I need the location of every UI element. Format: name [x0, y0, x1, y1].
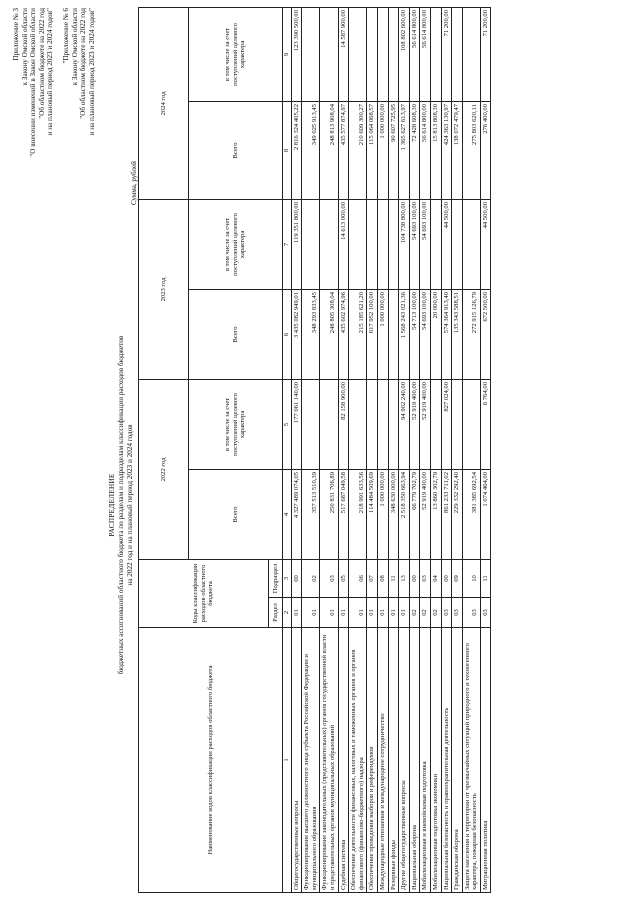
column-number: 7 — [283, 199, 292, 289]
table-row — [462, 7, 480, 892]
row-name: Защита населения и территории от чрезвычайных ситуаций природного и техногенного характера, пожарная безопасность — [462, 628, 480, 893]
row-amount — [320, 199, 338, 289]
row-amount: 357 513 510,39 — [302, 469, 320, 559]
table-row — [320, 7, 338, 892]
row-subsection-code: 03 — [420, 559, 431, 597]
table-row — [409, 7, 420, 892]
header-2023: 2023 год — [139, 199, 189, 379]
row-amount: 54 693 100,00 — [420, 289, 431, 379]
row-subsection-code: 07 — [367, 559, 378, 597]
row-subsection-code: 06 — [349, 559, 367, 597]
row-amount: 20 000,00 — [430, 289, 441, 379]
appendix-3-header — [12, 8, 55, 157]
row-amount: 56 614 800,00 — [409, 7, 420, 101]
appendix-3-line: "О внесении изменений в Закон Омской области — [29, 8, 38, 157]
appendix-6-line: и на плановый период 2023 и 2024 годов" — [87, 8, 96, 136]
table-row — [367, 7, 378, 892]
row-name: Функционирование высшего должностного лица субъекта Российской Федерации и муниципального образования — [302, 628, 320, 893]
row-amount: 861 233 711,02 — [441, 469, 452, 559]
header-codes: Коды классификации расходов областного бюджета — [139, 559, 269, 627]
column-number: 3 — [283, 559, 292, 597]
row-amount — [302, 379, 320, 469]
row-subsection-code: 08 — [377, 559, 388, 597]
row-amount: 276 400,00 — [480, 101, 491, 199]
appendix-6-line: "Об областном бюджете на 2022 год — [79, 8, 88, 119]
row-amount: 229 332 292,40 — [452, 469, 463, 559]
row-amount: 54 693 100,00 — [409, 199, 420, 289]
row-amount: 13 860 302,79 — [430, 469, 441, 559]
row-section-code: 02 — [420, 598, 431, 628]
row-amount — [388, 199, 399, 289]
header-section: Раздел — [269, 598, 283, 628]
row-amount: 210 609 300,27 — [349, 101, 367, 199]
row-amount: 138 072 479,47 — [452, 101, 463, 199]
row-amount: 215 185 621,20 — [349, 289, 367, 379]
row-amount: 114 484 509,69 — [367, 469, 378, 559]
column-number: 9 — [283, 7, 292, 101]
header-2022: 2022 год — [139, 379, 189, 559]
row-subsection-code: 11 — [480, 559, 491, 597]
row-section-code: 03 — [441, 598, 452, 628]
row-name: Мобилизационная и вневойсковая подготовка — [420, 628, 431, 893]
row-name: Другие общегосударственные вопросы — [399, 628, 410, 893]
row-amount: 272 915 126,79 — [462, 289, 480, 379]
row-amount: 71 200,00 — [480, 7, 491, 101]
row-amount: 177 061 140,00 — [291, 379, 302, 469]
row-section-code: 01 — [367, 598, 378, 628]
row-section-code: 01 — [399, 598, 410, 628]
row-section-code: 01 — [291, 598, 302, 628]
row-amount — [377, 7, 388, 101]
table-row — [441, 7, 452, 892]
row-amount: 827 024,00 — [441, 379, 452, 469]
row-subsection-code: 13 — [399, 559, 410, 597]
row-amount — [320, 379, 338, 469]
row-amount: 108 802 600,00 — [399, 7, 410, 101]
row-subsection-code: 11 — [388, 559, 399, 597]
table-row — [302, 7, 320, 892]
table-row — [377, 7, 388, 892]
row-amount: 1 365 627 613,97 — [399, 101, 410, 199]
row-subsection-code: 02 — [302, 559, 320, 597]
header-total: Всего — [189, 101, 283, 199]
row-name: Обеспечение проведения выборов и референдумов — [367, 628, 378, 893]
row-amount: 54 713 100,00 — [409, 289, 420, 379]
row-amount: 250 831 706,89 — [320, 469, 338, 559]
row-amount: 56 614 800,00 — [420, 7, 431, 101]
row-amount: 617 952 100,00 — [367, 289, 378, 379]
row-amount: 56 614 800,00 — [420, 101, 431, 199]
row-name: Функционирование законодательных (представительных) органов государственной власти и представительных органов муниципальных образований — [320, 628, 338, 893]
row-subsection-code: 00 — [409, 559, 420, 597]
row-amount: 435 577 874,97 — [338, 101, 349, 199]
row-name: Мобилизационная подготовка экономики — [430, 628, 441, 893]
row-amount: 52 919 400,00 — [420, 469, 431, 559]
table-row — [388, 7, 399, 892]
row-subsection-code: 00 — [291, 559, 302, 597]
row-amount: 218 991 633,56 — [349, 469, 367, 559]
row-amount: 349 025 913,45 — [302, 101, 320, 199]
row-amount: 15 813 808,30 — [430, 101, 441, 199]
row-name: Гражданская оборона — [452, 628, 463, 893]
row-amount: 574 364 913,40 — [441, 289, 452, 379]
row-amount — [367, 379, 378, 469]
row-amount — [349, 7, 367, 101]
column-number: 1 — [283, 628, 292, 893]
row-amount: 90 607 725,95 — [388, 101, 399, 199]
row-section-code: 03 — [452, 598, 463, 628]
row-amount — [377, 199, 388, 289]
row-amount — [349, 199, 367, 289]
row-amount: 248 813 908,04 — [320, 101, 338, 199]
header-2024: 2024 год — [139, 7, 189, 199]
row-amount: 66 779 702,79 — [409, 469, 420, 559]
row-amount: 14 613 000,00 — [338, 199, 349, 289]
row-section-code: 01 — [302, 598, 320, 628]
row-amount: 44 500,00 — [441, 199, 452, 289]
row-amount: 348 630 000,00 — [388, 469, 399, 559]
row-amount — [462, 7, 480, 101]
header-targeted: в том числе за счет поступлений целевого характера — [189, 199, 283, 289]
document-title — [108, 225, 134, 785]
row-amount — [462, 379, 480, 469]
header-targeted: в том числе за счет поступлений целевого характера — [189, 379, 283, 469]
row-amount: 348 293 833,45 — [302, 289, 320, 379]
row-amount: 3 435 082 949,01 — [291, 289, 302, 379]
row-amount — [388, 7, 399, 101]
row-section-code: 01 — [388, 598, 399, 628]
row-name: Международные отношения и международное сотрудничество — [377, 628, 388, 893]
row-amount — [462, 199, 480, 289]
row-amount: 275 803 620,11 — [462, 101, 480, 199]
row-amount: 517 687 049,58 — [338, 469, 349, 559]
header-total: Всего — [189, 469, 283, 559]
row-amount: 1 000 000,00 — [377, 101, 388, 199]
row-amount: 2 816 324 405,22 — [291, 101, 302, 199]
header-subsection: Подраздел — [269, 559, 283, 597]
table-row — [452, 7, 463, 892]
row-amount — [349, 379, 367, 469]
row-section-code: 01 — [349, 598, 367, 628]
table-row — [399, 7, 410, 892]
row-amount: 4 327 489 074,05 — [291, 469, 302, 559]
table-row — [480, 7, 491, 892]
header-name: Наименование кодов классификации расходов областного бюджета — [139, 628, 283, 893]
row-section-code: 03 — [462, 598, 480, 628]
appendix-6-header — [62, 8, 96, 135]
table-body — [291, 7, 491, 892]
row-amount: 435 602 974,96 — [338, 289, 349, 379]
row-amount: 44 500,00 — [480, 199, 491, 289]
column-number: 4 — [283, 469, 292, 559]
row-section-code: 01 — [377, 598, 388, 628]
row-amount: 94 902 240,00 — [399, 379, 410, 469]
column-number: 8 — [283, 101, 292, 199]
row-amount: 1 074 464,00 — [480, 469, 491, 559]
row-name: Резервные фонды — [388, 628, 399, 893]
row-amount: 2 518 350 663,94 — [399, 469, 410, 559]
row-amount: 115 064 068,57 — [367, 101, 378, 199]
row-amount: 1 568 243 021,36 — [399, 289, 410, 379]
appendix-3-line: "Об областном бюджете на 2022 год — [37, 8, 46, 119]
row-amount: 135 343 588,51 — [452, 289, 463, 379]
row-section-code: 02 — [409, 598, 420, 628]
row-name: Судебная система — [338, 628, 349, 893]
row-amount: 1 000 000,00 — [377, 289, 388, 379]
row-amount: 381 385 692,54 — [462, 469, 480, 559]
row-subsection-code: 05 — [338, 559, 349, 597]
row-amount — [367, 199, 378, 289]
row-amount — [388, 379, 399, 469]
table-row — [420, 7, 431, 892]
row-amount: 248 805 308,04 — [320, 289, 338, 379]
row-amount: 54 693 100,00 — [420, 199, 431, 289]
row-name: Национальная безопасность и правоохранительная деятельность — [441, 628, 452, 893]
row-amount: 72 428 608,30 — [409, 101, 420, 199]
row-amount — [377, 379, 388, 469]
row-subsection-code: 04 — [430, 559, 441, 597]
row-name: Обеспечение деятельности финансовых, налоговых и таможенных органов и органов финансового (финансово-бюджетного) надзора — [349, 628, 367, 893]
column-number: 5 — [283, 379, 292, 469]
row-amount — [452, 199, 463, 289]
row-section-code: 03 — [480, 598, 491, 628]
table-row — [338, 7, 349, 892]
header-targeted: в том числе за счет поступлений целевого характера — [189, 7, 283, 101]
row-subsection-code: 00 — [441, 559, 452, 597]
appendix-3-line: и на плановый период 2023 и 2024 годов" — [46, 8, 55, 136]
row-subsection-code: 03 — [320, 559, 338, 597]
row-amount: 672 500,00 — [480, 289, 491, 379]
row-amount — [302, 7, 320, 101]
row-amount: 1 000 000,00 — [377, 469, 388, 559]
row-amount: 71 200,00 — [441, 7, 452, 101]
header-total: Всего — [189, 289, 283, 379]
row-amount — [320, 7, 338, 101]
row-name: Общегосударственные вопросы — [291, 628, 302, 893]
table-row — [291, 7, 302, 892]
row-amount — [430, 199, 441, 289]
row-amount: 123 390 500,00 — [291, 7, 302, 101]
row-name: Миграционная политика — [480, 628, 491, 893]
appendix-6-line: к Закону Омской области — [70, 8, 79, 86]
row-amount: 82 158 900,00 — [338, 379, 349, 469]
column-number: 6 — [283, 289, 292, 379]
table-row — [430, 7, 441, 892]
row-amount — [452, 379, 463, 469]
row-amount — [302, 199, 320, 289]
appendix-3-line: Приложение № 3 — [12, 8, 20, 61]
row-section-code: 02 — [430, 598, 441, 628]
row-subsection-code: 10 — [462, 559, 480, 597]
row-section-code: 01 — [338, 598, 349, 628]
row-section-code: 01 — [320, 598, 338, 628]
title-line: на 2022 год и на плановый период 2023 и 2024 годов — [125, 424, 134, 586]
units-label: Сумма, рублей — [130, 161, 138, 205]
title-line: бюджетных ассигнований областного бюджета по разделам и подразделам классификации расходов бюджетов — [116, 335, 125, 675]
row-amount — [367, 7, 378, 101]
row-amount: 14 587 900,00 — [338, 7, 349, 101]
appendix-3-line: к Закону Омской области — [20, 8, 29, 86]
column-number: 2 — [283, 598, 292, 628]
title-line: РАСПРЕДЕЛЕНИЕ — [108, 473, 116, 537]
row-amount: 424 363 130,97 — [441, 101, 452, 199]
row-amount: 119 351 800,00 — [291, 199, 302, 289]
row-amount: 52 919 400,00 — [409, 379, 420, 469]
row-name: Национальная оборона — [409, 628, 420, 893]
row-amount: 6 764,00 — [480, 379, 491, 469]
row-amount: 52 919 400,00 — [420, 379, 431, 469]
row-amount — [430, 379, 441, 469]
row-amount: 104 738 800,00 — [399, 199, 410, 289]
row-amount — [388, 289, 399, 379]
table-row — [349, 7, 367, 892]
appendix-6-line: "Приложение № 6 — [62, 8, 70, 64]
row-amount — [452, 7, 463, 101]
row-amount — [430, 7, 441, 101]
budget-table — [138, 7, 491, 893]
row-subsection-code: 09 — [452, 559, 463, 597]
